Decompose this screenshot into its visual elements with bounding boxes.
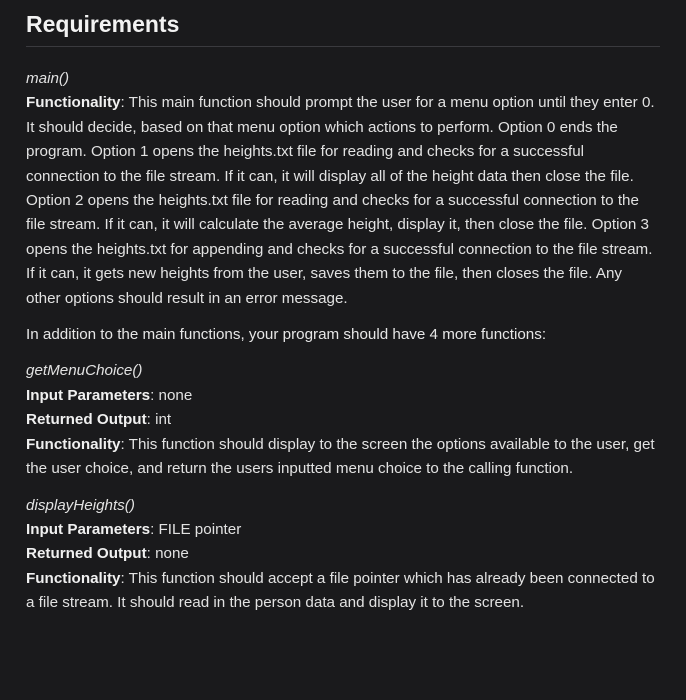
- main-functionality: [26, 91, 660, 311]
- input-parameters-label: Input Parameters: [26, 520, 151, 538]
- input-parameters-label: Input Parameters: [26, 386, 151, 404]
- display-heights-functionality: [26, 567, 660, 616]
- display-heights-name: displayHeights(): [26, 496, 135, 514]
- display-heights-section: [26, 494, 660, 616]
- get-menu-choice-output: [26, 408, 660, 432]
- returned-output-label: Returned Output: [26, 545, 147, 563]
- main-functionality-text: : This main function should prompt the user for a menu option until they enter 0. It should decide, based on that menu option which actions to perform. Option 0 ends the program. Option 1 opens the heights.txt file for reading and checks for a successful connection to the file stream. If it can, it will display all of the height data then close the file. Option 2 opens the heights.txt file for reading and checks for a successful connection to the file stream. If it can, it will calculate the average height, display it, then close the file. Option 3 opens the heights.txt for appending and checks for a successful connection to the file stream. If it can, it gets new heights from the user, saves them to the file, then closes the file. Any other options should result in an error message.: [26, 94, 655, 307]
- main-function-name: main(): [26, 70, 70, 87]
- returned-output-value: : int: [146, 411, 172, 429]
- get-menu-choice-name: getMenuChoice(): [26, 362, 143, 380]
- get-menu-choice-functionality: [26, 433, 660, 482]
- input-parameters-value: : none: [150, 386, 193, 404]
- returned-output-label: Returned Output: [26, 411, 147, 429]
- get-menu-choice-input: [26, 384, 660, 408]
- display-heights-output: [26, 542, 660, 566]
- intro-text: In addition to the main functions, your program should have 4 more functions:: [26, 326, 547, 344]
- input-parameters-value: : FILE pointer: [150, 520, 242, 538]
- main-functionality-label: Functionality: [26, 94, 121, 112]
- display-heights-input: [26, 518, 660, 542]
- functionality-label: Functionality: [26, 569, 121, 587]
- functionality-label: Functionality: [26, 435, 121, 453]
- get-menu-choice-section: [26, 359, 660, 481]
- page-title: Requirements: [26, 8, 660, 47]
- returned-output-value: : none: [146, 545, 189, 563]
- functionality-text: : This function should accept a file pointer which has already been connected to a file stream. It should read in the person data and display it to the screen.: [26, 569, 655, 612]
- main-function-section: [26, 67, 660, 311]
- functionality-text: : This function should display to the screen the options available to the user, get the user choice, and return the users inputted menu choice to the calling function.: [26, 435, 655, 478]
